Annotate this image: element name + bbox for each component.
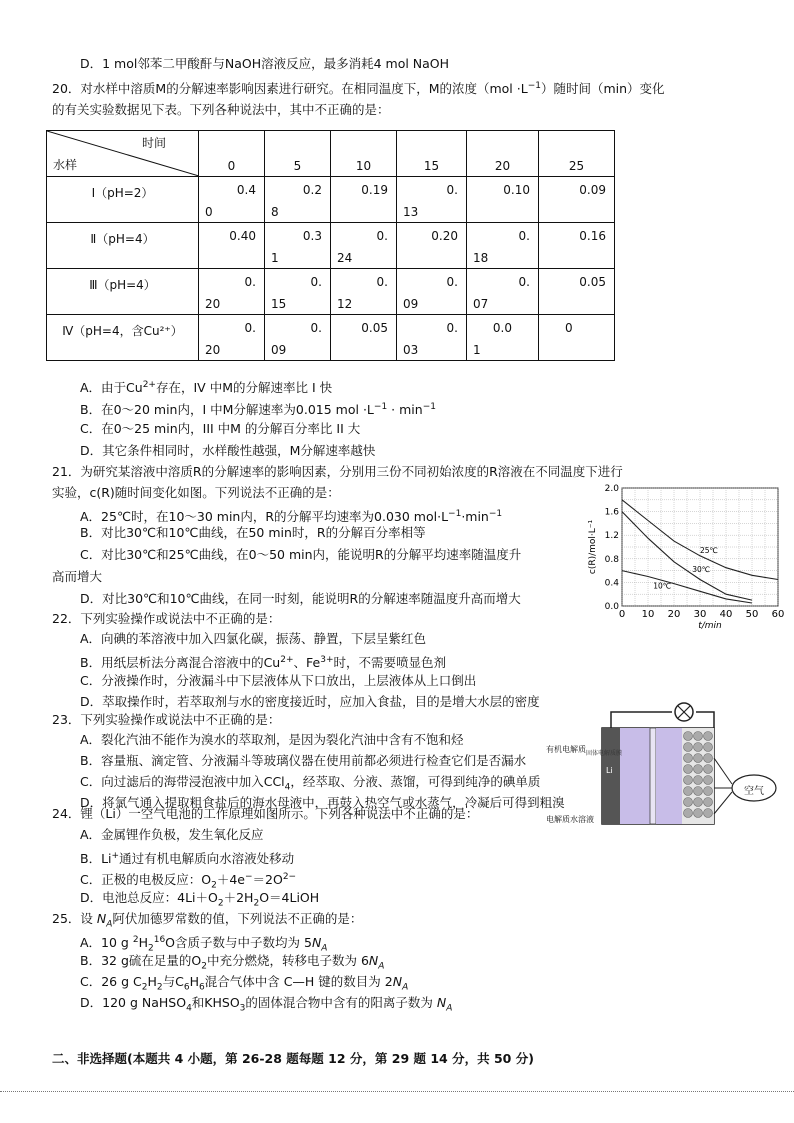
q23-stem: 23．下列实验操作或说法中不正确的是： [52,712,281,727]
section-2-heading: 二、非选择题(本题共 4 小题，第 26-28 题每题 12 分，第 29 题 14 分，共 50 分) [52,1051,534,1066]
q24-option-a: A．金属锂作负极，发生氧化反应 [80,827,264,842]
table-row: Ⅳ（pH=4，含Cu²⁺） 0. 20 0. 09 0.05 0. 03 0.0 1 0 [47,315,615,361]
x-axis-label: t/min [698,621,722,630]
q24-option-c: C．正极的电极反应：$O_2+4e^-=2O^{2-}$ [80,872,297,891]
q22-option-a: A．向碘的苯溶液中加入四氯化碳，振荡、静置，下层呈紫红色 [80,631,427,646]
q24-option-b: B．Li+通过有机电解质向水溶液处移动 [80,851,295,867]
q23-option-d: D．将氯气通入提取粗食盐后的海水母液中，再鼓入热空气或水蒸气，冷凝后可得到粗溴 [80,795,565,810]
x-tick-label: 10 [641,609,655,620]
q21-option-d: D．对比30℃和10℃曲线，在同一时刻，能说明R的分解速率随温度升高而增大 [80,591,521,606]
series-label: 30℃ [692,564,711,574]
q20-data-table [46,130,615,361]
q20-stem-line2: 的有关实验数据见下表。下列各种说法中，其中不正确的是： [52,102,390,117]
q23-option-b: B．容量瓶、滴定管、分液漏斗等玻璃仪器在使用前都必须进行检查它们是否漏水 [80,753,527,768]
table-row: Ⅲ（pH=4） 0. 20 0. 15 0. 12 0. 09 0. 07 0.05 [47,269,615,315]
time-header: 10 [331,131,397,177]
q22-stem: 22．下列实验操作或说法中不正确的是： [52,611,281,626]
q21-stem-line1: 21．为研究某溶液中溶质R的分解速率的影响因素，分别用三份不同初始浓度的R溶液在不同温度下进行 [52,464,623,479]
q21-concentration-chart [578,480,790,630]
series-label: 25℃ [700,545,718,555]
q20-option-d: D．其它条件相同时，水样酸性越强，M分解速率越快 [80,443,376,458]
q25-option-b: B．32 g硫在足量的$O_2$中充分燃烧，转移电子数为 $6N_A$ [80,953,385,972]
table-row: Ⅱ（pH=4） 0.40 0.3 1 0. 24 0.20 0. 18 0.16 [47,223,615,269]
table-diagonal-header: 时间 水样 [47,131,199,177]
q25-option-c: C．26 g $C_2H_2$与$C_6H_6$混合气体中含 C—H 键的数目为 $2N_A$ [80,974,409,993]
time-header: 25 [539,131,615,177]
y-axis-label: c(R)/mol·L⁻¹ [588,519,598,575]
q24-option-d: D．电池总反应：$4Li+O_2+2H_2O=4LiOH$ [80,890,320,909]
q22-option-d: D．萃取操作时，若萃取剂与水的密度接近时，应加入食盐，目的是增大水层的密度 [80,694,540,709]
y-tick-label: 0.4 [604,578,619,589]
x-tick-label: 30 [693,609,707,620]
q20-option-b: B．在0～20 min内，I 中M分解速率为0.015 mol $\cdot L^{-1} \cdot \min^{-1}$ [80,402,436,418]
x-tick-label: 40 [719,609,733,620]
y-tick-label: 0.8 [604,554,619,565]
x-tick-label: 50 [745,609,759,620]
series-label: 10℃ [653,581,672,591]
q20-stem-line1: 20．对水样中溶质M的分解速率影响因素进行研究。在相同温度下，M的浓度$(mol \cdot L^{-1})$随时间（min）变化 [52,81,665,97]
x-tick-label: 0 [618,609,626,620]
q21-option-b: B．对比30℃和10℃曲线，在50 min时，R的分解百分率相等 [80,525,426,540]
q21-option-c-line2: 高而增大 [52,569,103,584]
time-header: 15 [397,131,467,177]
q20-option-c: C．在0～25 min内，III 中M 的分解百分率比 II 大 [80,421,361,436]
time-header: 20 [467,131,539,177]
q23-option-c: C．向过滤后的海带浸泡液中加入CCl$_4$，经萃取、分液、蒸馏，可得到纯净的碘单质 [80,774,541,793]
y-tick-label: 2.0 [604,484,619,494]
y-tick-label: 0.0 [604,602,619,612]
time-header: 0 [199,131,265,177]
q19-option-d: D．1 mol邻苯二甲酸酐与NaOH溶液反应，最多消耗4 mol NaOH [80,56,450,71]
q21-option-c-line1: C．对比30℃和25℃曲线，在0～50 min内，能说明R的分解平均速率随温度升 [80,547,522,562]
x-tick-label: 60 [771,609,785,620]
q23-option-a: A．裂化汽油不能作为溴水的萃取剂，是因为裂化汽油中含有不饱和烃 [80,732,464,747]
li-air-battery-diagram: 有机电解质 电解质水溶液 Li 空气 固体电解质膜 [546,700,792,830]
y-tick-label: 1.6 [604,507,619,518]
q22-option-b: B．用纸层析法分离混合溶液中的$Cu^{2+}$、$Fe^{3+}$时，不需要喷显色剂 [80,655,447,671]
q25-option-d: D．120 g NaHSO$_4$和$KHSO_3$的固体混合物中含有的阳离子数为 $N_A$ [80,995,453,1014]
q25-stem: 25．设 $N_A$阿伏加德罗常数的值，下列说法不正确的是： [52,911,363,930]
q22-option-c: C．分液操作时，分液漏斗中下层液体从下口放出，上层液体从上口倒出 [80,673,477,688]
y-tick-label: 1.2 [604,531,619,542]
q20-option-a: A．由于$Cu^{2+}$存在，IV 中M的分解速率比 I 快 [80,380,333,396]
x-tick-label: 20 [667,609,681,620]
q25-option-a: A．10 g $^2H_2^{16}O$含质子数与中子数均为 $5N_A$ [80,935,328,954]
q21-option-a: A．25℃时，在10～30 min内，R的分解平均速率为0.030 $mol\cdot L^{-1}\cdot\min^{-1}$ [80,509,503,525]
q21-stem-line2: 实验，c(R)随时间变化如图。下列说法不正确的是： [52,485,340,500]
page-divider [0,1091,794,1092]
table-row: Ⅰ（pH=2） 0.4 0 0.2 8 0.19 0. 13 0.10 0.09 [47,177,615,223]
time-header: 5 [265,131,331,177]
q24-stem: 24．锂（Li）一空气电池的工作原理如图所示。下列各种说法中不正确的是： [52,806,479,821]
